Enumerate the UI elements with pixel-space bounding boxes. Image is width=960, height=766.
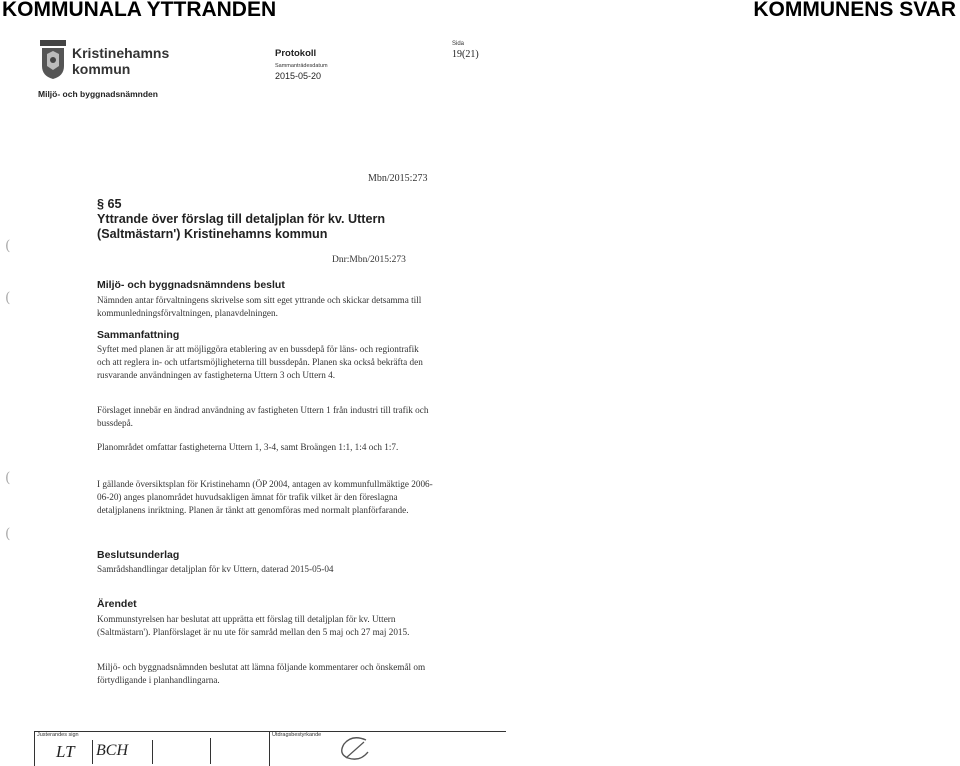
certification-signature: [334, 734, 374, 764]
signature-stroke: [152, 740, 153, 764]
footer-divider: [269, 731, 270, 766]
initials-signature-2: BCH: [96, 742, 128, 759]
summary-paragraph-2: Förslaget innebär en ändrad användning av fastigheten Uttern 1 från industri till trafik och bussdepå.: [97, 405, 429, 428]
case-reference: Mbn/2015:273: [368, 173, 428, 184]
coat-of-arms-logo: [38, 40, 68, 80]
margin-mark: (: [5, 470, 11, 486]
doc-type: Protokoll: [275, 48, 317, 59]
section-number: § 65: [97, 197, 122, 211]
page-number: 19(21): [452, 49, 479, 60]
banner-left-title: KOMMUNALA YTTRANDEN: [2, 0, 277, 21]
matter-heading: Ärendet: [97, 598, 137, 610]
page-label: Sida: [452, 41, 465, 47]
basis-heading: Beslutsunderlag: [97, 549, 180, 561]
decision-heading: Miljö- och byggnadsnämndens beslut: [97, 279, 285, 291]
department-name: Miljö- och byggnadsnämnden: [38, 89, 158, 99]
meeting-date: 2015-05-20: [275, 71, 322, 81]
summary-paragraph-3: Planområdet omfattar fastigheterna Uttern 1, 3-4, samt Broängen 1:1, 1:4 och 1:7.: [97, 442, 399, 452]
section-title-line1: Yttrande över förslag till detaljplan för kv. Uttern: [97, 212, 386, 226]
org-name-line2: kommun: [72, 61, 131, 77]
footer-left-edge: [34, 731, 35, 766]
initials-signature-1: LT: [56, 742, 75, 761]
basis-text: Samrådshandlingar detaljplan för kv Uttern, daterad 2015-05-04: [97, 564, 334, 574]
matter-paragraph-2: Miljö- och byggnadsnämnden beslutat att lämna följande kommentarer och önskemål om förtydligande i planhandlingarna.: [97, 662, 426, 685]
margin-mark: (: [5, 290, 11, 306]
diary-number: Dnr:Mbn/2015:273: [332, 255, 406, 265]
section-title-line2: (Saltmästarn') Kristinehamns kommun: [97, 227, 328, 241]
meeting-date-label: Sammanträdesdatum: [275, 63, 328, 69]
footer-rule: [34, 731, 506, 732]
signature-stroke: [92, 740, 93, 764]
margin-mark: (: [5, 526, 11, 542]
summary-paragraph-4: I gällande översiktsplan för Kristinehamn (ÖP 2004, antagen av kommunfullmäktige 2006-06-20) anges planområdet huvudsakligen ämnat för trafik vilket är den föreslagna detaljplanens inriktning. Planen är tänkt att genomföras med normalt planförfarande.: [97, 479, 433, 515]
summary-heading: Sammanfattning: [97, 329, 180, 341]
signature-stroke: [210, 738, 211, 764]
org-name-line1: Kristinehamns: [72, 45, 170, 61]
matter-paragraph-1: Kommunstyrelsen har beslutat att upprätta ett förslag till detaljplan för kv. Uttern (Saltmästarn'). Planförslaget är nu ute för samråd mellan den 5 maj och 27 maj 2015.: [97, 614, 410, 637]
summary-paragraph-1: Syftet med planen är att möjliggöra etablering av en bussdepå för läns- och regiontrafik och att reglera in- och utfartsmöjligheterna till bussdepån. Planen ska också bekräfta den rusvarande användningen av fastigheterna Uttern 3 och Uttern 4.: [97, 344, 423, 380]
utdrag-label: Utdragsbestyrkande: [272, 732, 322, 738]
banner-right-title: KOMMUNENS SVAR: [753, 0, 956, 21]
margin-mark: (: [5, 238, 11, 254]
decision-text: Nämnden antar förvaltningens skrivelse som sitt eget yttrande och skickar detsamma till kommunledningsförvaltningen, planavdelningen.: [97, 295, 422, 318]
justering-label: Justerandes sign: [37, 732, 79, 738]
